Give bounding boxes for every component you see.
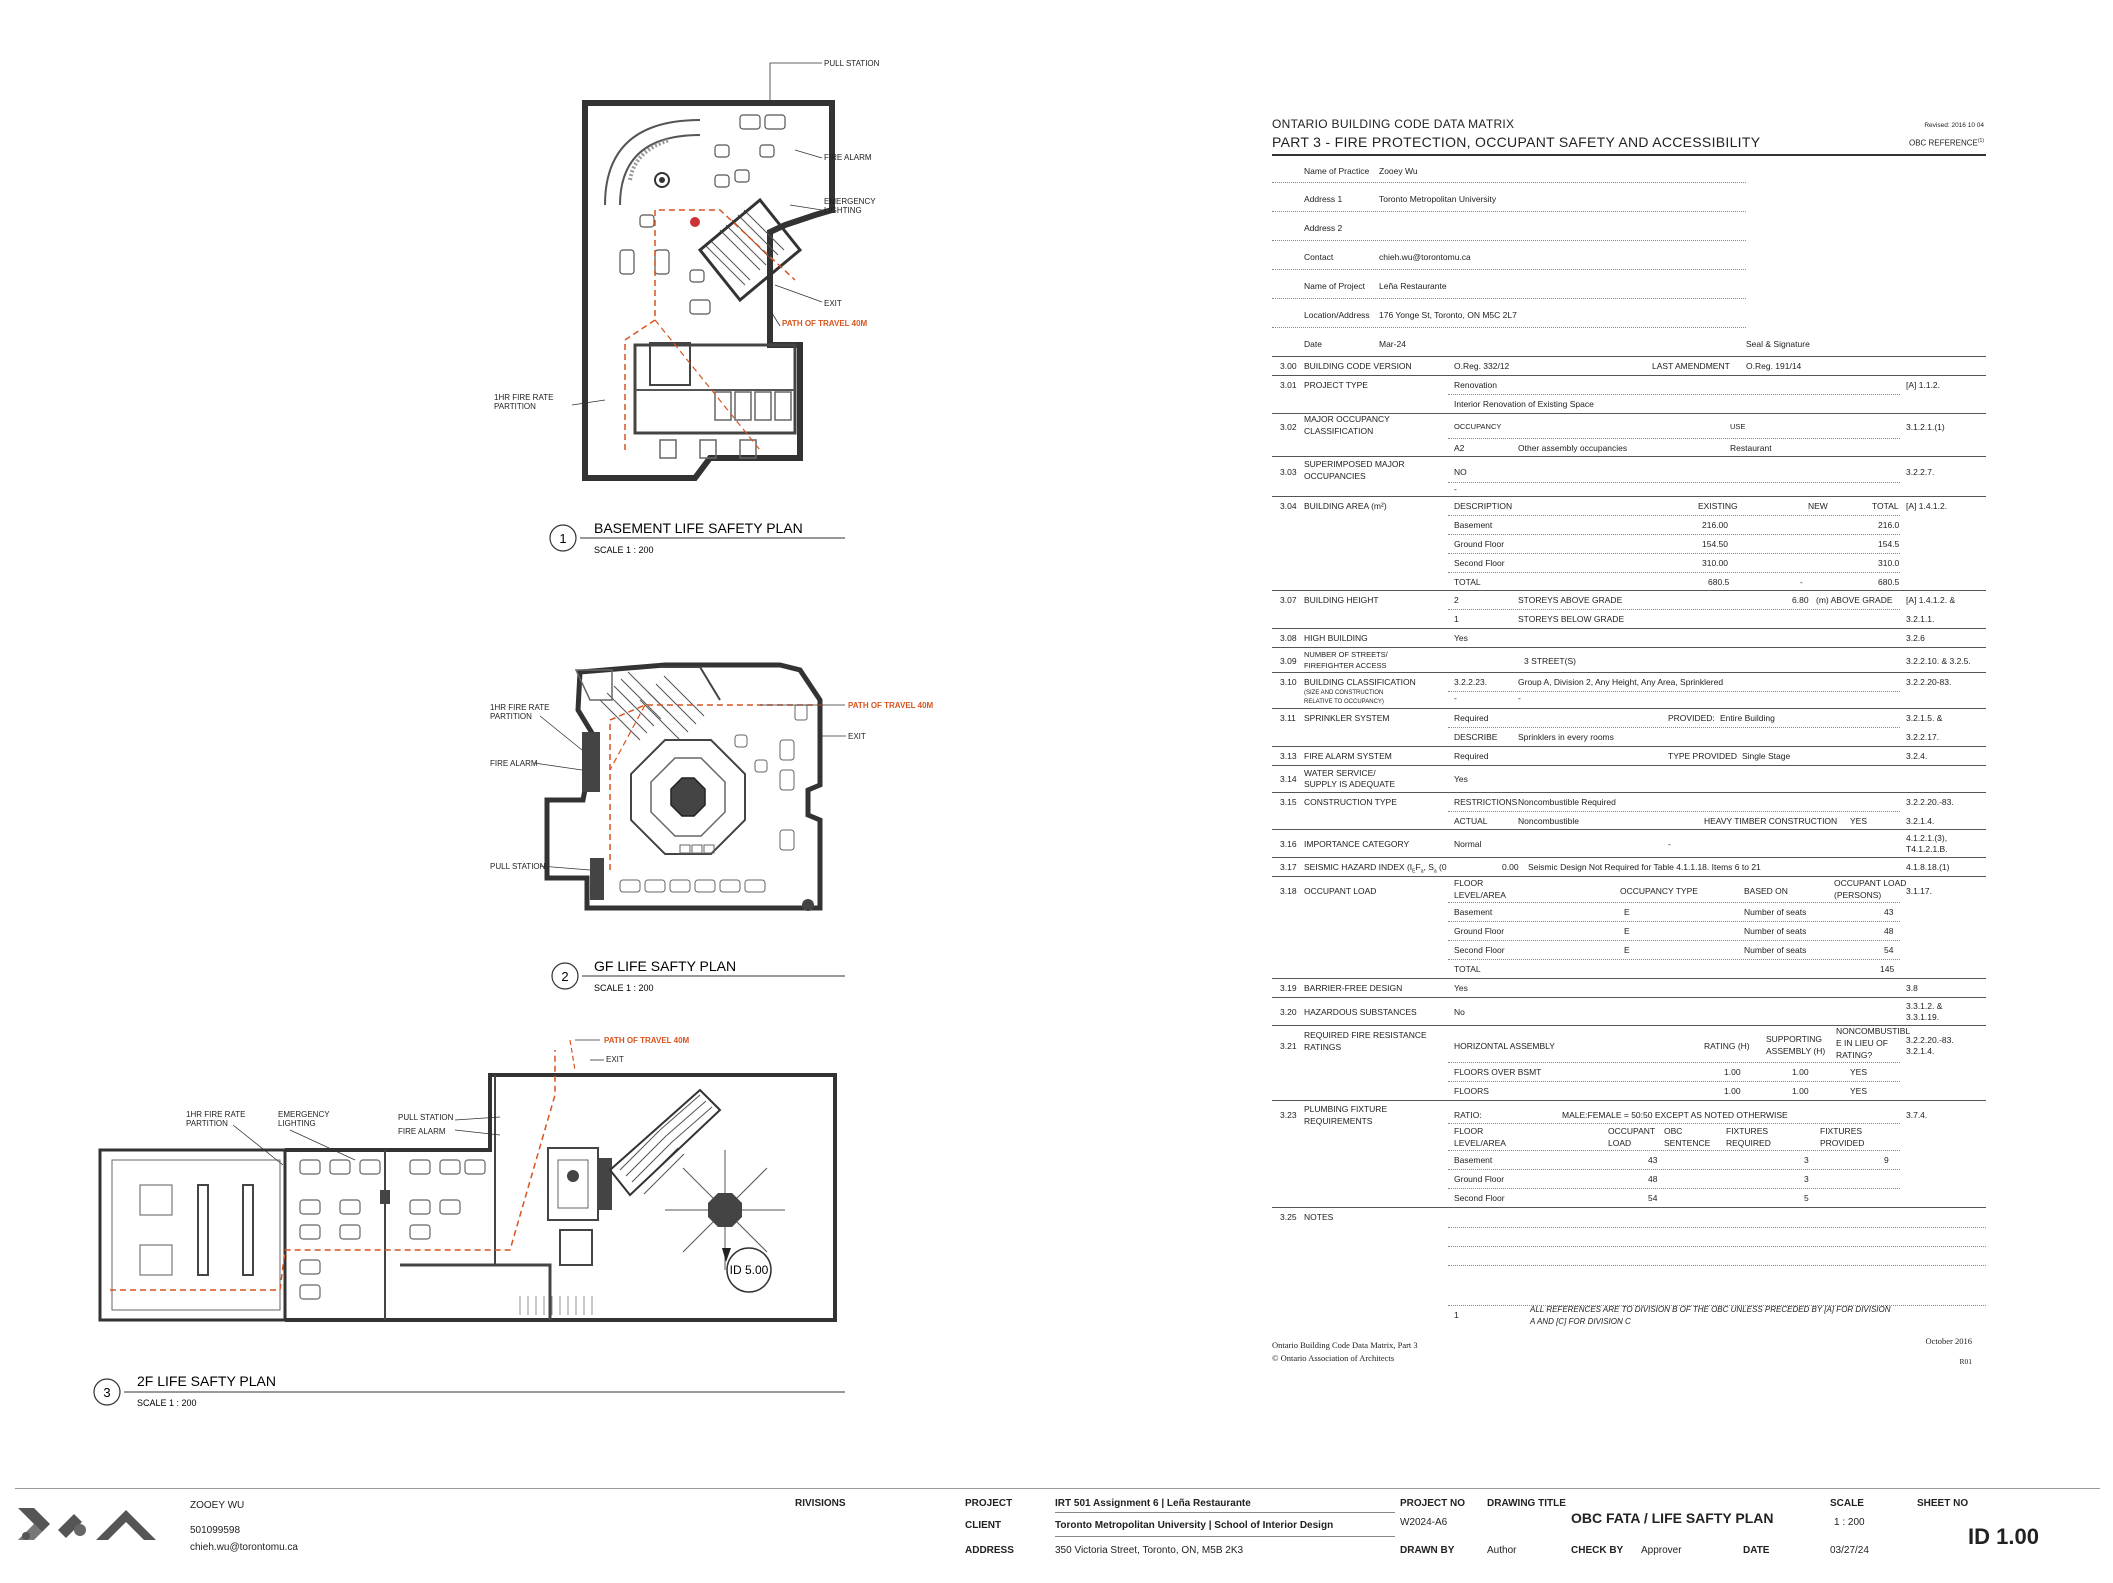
row-num: 3.17 (1280, 862, 1297, 872)
contact-value: chieh.wu@torontomu.ca (1379, 252, 1471, 262)
row-label: SUPERIMPOSED MAJOR (1304, 459, 1405, 469)
gf-partition-label: 1HR FIRE RATE (490, 703, 550, 712)
f2-fire-alarm-label: FIRE ALARM (398, 1127, 446, 1136)
row-num: 3.04 (1280, 501, 1297, 511)
address1-value: Toronto Metropolitan University (1379, 194, 1497, 204)
row-ref: 4.1.8.18.(1) (1906, 862, 1950, 872)
gf-plan (490, 665, 934, 993)
cell: Basement (1454, 907, 1493, 917)
row-num: 3.09 (1280, 656, 1297, 666)
row-ref: 3.8 (1906, 983, 1918, 993)
row-ref: 3.2.1.1. (1906, 614, 1935, 624)
row-value: STOREYS ABOVE GRADE (1518, 595, 1623, 605)
row-ref: T4.1.2.1.B. (1906, 844, 1948, 854)
row-label: IMPORTANCE CATEGORY (1304, 839, 1410, 849)
revisions-label: RIVISIONS (795, 1498, 846, 1509)
gf-path-label: PATH OF TRAVEL 40M (848, 701, 934, 710)
row-label: HEAVY TIMBER CONSTRUCTION (1704, 816, 1838, 826)
basement-partition-label-2: PARTITION (494, 402, 536, 411)
row-value: - (1668, 839, 1671, 849)
row-ref: [A] 1.4.1.2. (1906, 501, 1948, 511)
row-label: NOTES (1304, 1212, 1334, 1222)
row-value: YES (1850, 816, 1868, 826)
row-num: 3.01 (1280, 380, 1297, 390)
f2-emergency-label-2: LIGHTING (278, 1119, 316, 1128)
row-value: Required (1454, 751, 1489, 761)
row-ref: 3.2.1.5. & (1906, 713, 1943, 723)
f2-exit-label: EXIT (606, 1055, 624, 1064)
date-label: Date (1304, 339, 1322, 349)
row-value: Required (1454, 713, 1489, 723)
row-num: 3.20 (1280, 1007, 1297, 1017)
row-label: PROVIDED: (1668, 713, 1715, 723)
row-value: MALE:FEMALE = 50:50 EXCEPT AS NOTED OTHERWISE (1562, 1110, 1788, 1120)
student-number: 501099598 (190, 1525, 241, 1536)
row-value: 3 STREET(S) (1524, 656, 1576, 666)
basement-emergency-label-2: LIGHTING (824, 206, 862, 215)
row-value: - (1454, 484, 1457, 494)
row-num: 3.10 (1280, 677, 1297, 687)
row-label: PLUMBING FIXTURE (1304, 1104, 1388, 1114)
row-ref: 3.2.2.20.-83. (1906, 797, 1954, 807)
check-by-value: Approver (1641, 1545, 1682, 1556)
col-header: SUPPORTING (1766, 1034, 1823, 1044)
cell: 680.5 (1708, 577, 1730, 587)
row-value: Group A, Division 2, Any Height, Any Area, Sprinklered (1518, 677, 1724, 687)
client-value: Toronto Metropolitan University | School of Interior Design (1055, 1520, 1334, 1531)
row-label: OCCUPANCIES (1304, 471, 1366, 481)
basement-fire-alarm-label: FIRE ALARM (824, 153, 872, 162)
cell: 48 (1648, 1174, 1658, 1184)
cell: 1.00 (1792, 1086, 1809, 1096)
cell: 43 (1648, 1155, 1658, 1165)
project-name-label: Name of Project (1304, 281, 1365, 291)
col-header: FLOOR (1454, 878, 1484, 888)
basement-plan (494, 59, 880, 555)
row-num: 3.02 (1280, 422, 1297, 432)
row-value: NO (1454, 467, 1467, 477)
row-num: 3.15 (1280, 797, 1297, 807)
col-header: HORIZONTAL ASSEMBLY (1454, 1041, 1555, 1051)
gf-pull-station-label: PULL STATION (490, 862, 546, 871)
cell: Second Floor (1454, 1193, 1505, 1203)
f2-path-label: PATH OF TRAVEL 40M (604, 1036, 690, 1045)
col-header: LEVEL/AREA (1454, 1138, 1506, 1148)
basement-emergency-label: EMERGENCY (824, 197, 876, 206)
row-ref: 4.1.2.1.(3), (1906, 833, 1948, 843)
row-label: ACTUAL (1454, 816, 1488, 826)
gf-partition-label-2: PARTITION (490, 712, 532, 721)
cell: 54 (1884, 945, 1894, 955)
row-value: Noncombustible (1518, 816, 1579, 826)
designer-email: chieh.wu@torontomu.ca (190, 1542, 298, 1553)
row-value: Seismic Design Not Required for Table 4.1.1.18. Items 6 to 21 (1528, 862, 1761, 872)
row-value: O.Reg. 332/12 (1454, 361, 1510, 371)
row-label: BUILDING CODE VERSION (1304, 361, 1412, 371)
cell: 154.5 (1878, 539, 1900, 549)
row-ref: 3.1.17. (1906, 886, 1932, 896)
row-label: SUPPLY IS ADEQUATE (1304, 779, 1396, 789)
row-value: Sprinklers in every rooms (1518, 732, 1614, 742)
col-header: SENTENCE (1664, 1138, 1711, 1148)
basement-path-label: PATH OF TRAVEL 40M (782, 319, 868, 328)
row-value: STOREYS BELOW GRADE (1518, 614, 1625, 624)
row-ref: 3.2.2.7. (1906, 467, 1935, 477)
row-num: 3.00 (1280, 361, 1297, 371)
row-value: Interior Renovation of Existing Space (1454, 399, 1594, 409)
address-label: ADDRESS (965, 1545, 1014, 1556)
col-header: E IN LIEU OF (1836, 1038, 1888, 1048)
row-value: 2 (1454, 595, 1459, 605)
row-label: BUILDING CLASSIFICATION (1304, 677, 1416, 687)
row-label: HIGH BUILDING (1304, 633, 1368, 643)
cell: Second Floor (1454, 558, 1505, 568)
drawn-by-label: DRAWN BY (1400, 1545, 1455, 1556)
basement-exit-label: EXIT (824, 299, 842, 308)
row-value: Renovation (1454, 380, 1498, 390)
row-num: 3.21 (1280, 1041, 1297, 1051)
row-value: Yes (1454, 633, 1468, 643)
scale-value: 1 : 200 (1834, 1517, 1865, 1528)
project-label: PROJECT (965, 1498, 1013, 1509)
note-text: A AND [C] FOR DIVISION C (1530, 1317, 1631, 1326)
cell: FLOORS (1454, 1086, 1489, 1096)
col-header: RATING? (1836, 1050, 1873, 1060)
row-num: 3.13 (1280, 751, 1297, 761)
col-header: FIXTURES (1820, 1126, 1863, 1136)
row-ref: 3.2.2.20.-83. (1906, 1035, 1954, 1045)
col-header: OCCUPANCY TYPE (1620, 886, 1698, 896)
row-value: 1 (1454, 614, 1459, 624)
row-label: RATIO: (1454, 1110, 1482, 1120)
project-no-value: W2024-A6 (1400, 1517, 1448, 1528)
cell: Basement (1454, 520, 1493, 530)
row-ref: 3.2.1.4. (1906, 1046, 1935, 1056)
row-ref: 3.2.2.10. & 3.2.5. (1906, 656, 1971, 666)
col-header: LEVEL/AREA (1454, 890, 1506, 900)
col-header: FLOOR (1454, 1126, 1484, 1136)
row-value: Yes (1454, 774, 1468, 784)
row-num: 3.25 (1280, 1212, 1297, 1222)
row-value: Restaurant (1730, 443, 1772, 453)
row-label: FIRE ALARM SYSTEM (1304, 751, 1392, 761)
row-ref: 3.2.4. (1906, 751, 1928, 761)
row-label: SEISMIC HAZARD INDEX ($I_EF_a$, $S_a$ (0 (1304, 862, 1447, 875)
col-header: USE (1730, 422, 1746, 431)
cell: Number of seats (1744, 945, 1807, 955)
date-label: DATE (1743, 1545, 1770, 1556)
check-by-label: CHECK BY (1571, 1545, 1624, 1556)
row-value: Yes (1454, 983, 1468, 993)
row-value: 3.2.2.23. (1454, 677, 1488, 687)
cell: 1.00 (1792, 1067, 1809, 1077)
row-value: - (1454, 693, 1457, 703)
designer-name: ZOOEY WU (190, 1500, 245, 1511)
address2-label: Address 2 (1304, 223, 1343, 233)
row-value: - (1518, 693, 1521, 703)
col-header: OCCUPANCY (1454, 422, 1502, 431)
col-header: OCCUPANT (1608, 1126, 1656, 1136)
row-label: BUILDING AREA (m²) (1304, 501, 1387, 511)
address1-label: Address 1 (1304, 194, 1343, 204)
f2-id-tag: ID 5.00 (729, 1263, 769, 1277)
row-label: HAZARDOUS SUBSTANCES (1304, 1007, 1417, 1017)
cell: 3 (1804, 1174, 1809, 1184)
title-block (0, 1488, 2113, 1583)
col-header: PROVIDED (1820, 1138, 1865, 1148)
row-value: 6.80 (1792, 595, 1809, 605)
row-label: RESTRICTIONS (1454, 797, 1518, 807)
cell: 5 (1804, 1193, 1809, 1203)
row-num: 3.16 (1280, 839, 1297, 849)
gf-plan-scale: SCALE 1 : 200 (594, 983, 654, 993)
gf-exit-label: EXIT (848, 732, 866, 741)
matrix-footer-copyright: © Ontario Association of Architects (1272, 1353, 1395, 1363)
project-name-value: Leña Restaurante (1379, 281, 1447, 291)
row-ref: 3.3.1.2. & (1906, 1001, 1943, 1011)
note-text: ALL REFERENCES ARE TO DIVISION B OF THE OBC UNLESS PRECEDED BY [A] FOR DIVISION (1530, 1305, 1891, 1314)
f2-plan-title: 2F LIFE SAFTY PLAN (137, 1373, 277, 1389)
col-header: LOAD (1608, 1138, 1632, 1148)
col-header: NEW (1808, 501, 1828, 511)
col-header: OCCUPANT LOAD (1834, 878, 1907, 888)
note-num: 1 (1454, 1310, 1459, 1320)
row-value: Other assembly occupancies (1518, 443, 1628, 453)
col-header: RATING (H) (1704, 1041, 1750, 1051)
gf-fire-alarm-label: FIRE ALARM (490, 759, 538, 768)
basement-plan-title: BASEMENT LIFE SAFETY PLAN (594, 520, 803, 536)
col-header: (PERSONS) (1834, 890, 1882, 900)
client-label: CLIENT (965, 1520, 1002, 1531)
cell: 43 (1884, 907, 1894, 917)
row-num: 3.11 (1280, 713, 1296, 723)
cell: 54 (1648, 1193, 1658, 1203)
f2-partition-label: 1HR FIRE RATE (186, 1110, 246, 1119)
matrix-title: ONTARIO BUILDING CODE DATA MATRIX (1272, 117, 1515, 131)
row-num: 3.08 (1280, 633, 1297, 643)
cell: 154.50 (1702, 539, 1728, 549)
drawn-by-value: Author (1487, 1545, 1517, 1556)
cell: Second Floor (1454, 945, 1505, 955)
cell: 680.5 (1878, 577, 1900, 587)
row-value: O.Reg. 191/14 (1746, 361, 1802, 371)
row-num: 3.23 (1280, 1110, 1297, 1120)
cell: Ground Floor (1454, 926, 1505, 936)
matrix-footer-date: October 2016 (1925, 1336, 1972, 1346)
cell: 9 (1884, 1155, 1889, 1165)
practice-value: Zooey Wu (1379, 166, 1418, 176)
row-ref: 3.2.2.20-83. (1906, 677, 1952, 687)
sheet-no-label: SHEET NO (1917, 1498, 1969, 1509)
row-num: 3.14 (1280, 774, 1297, 784)
cell: 1.00 (1724, 1067, 1741, 1077)
cell: YES (1850, 1086, 1868, 1096)
f2-plan (94, 1036, 845, 1408)
row-num: 3.18 (1280, 886, 1297, 896)
col-header: REQUIRED (1726, 1138, 1771, 1148)
col-header: NONCOMBUSTIBL (1836, 1026, 1911, 1036)
row-label: WATER SERVICE/ (1304, 768, 1376, 778)
seal-label: Seal & Signature (1746, 339, 1810, 349)
drawing-title-label: DRAWING TITLE (1487, 1498, 1566, 1509)
row-label: RATINGS (1304, 1042, 1342, 1052)
practice-label: Name of Practice (1304, 166, 1370, 176)
row-ref: 3.2.6 (1906, 633, 1925, 643)
row-value: (m) ABOVE GRADE (1816, 595, 1893, 605)
location-value: 176 Yonge St, Toronto, ON M5C 2L7 (1379, 310, 1517, 320)
cell: Ground Floor (1454, 1174, 1505, 1184)
row-value: Entire Building (1720, 713, 1775, 723)
logo-icon (16, 1500, 166, 1550)
f2-emergency-label: EMERGENCY (278, 1110, 330, 1119)
cell: Ground Floor (1454, 539, 1505, 549)
row-ref: 3.7.4. (1906, 1110, 1928, 1120)
f2-partition-label-2: PARTITION (186, 1119, 228, 1128)
row-label: PROJECT TYPE (1304, 380, 1368, 390)
row-num: 3.19 (1280, 983, 1297, 993)
row-value: Noncombustible Required (1518, 797, 1616, 807)
row-label: CONSTRUCTION TYPE (1304, 797, 1397, 807)
matrix-footer-rev: R01 (1959, 1357, 1972, 1366)
row-label: MAJOR OCCUPANCY (1304, 414, 1390, 424)
cell: FLOORS OVER BSMT (1454, 1067, 1542, 1077)
row-label: NUMBER OF STREETS/ (1304, 650, 1388, 659)
row-label: (SIZE AND CONSTRUCTION (1304, 690, 1384, 696)
date-value: Mar-24 (1379, 339, 1406, 349)
matrix-subtitle: PART 3 - FIRE PROTECTION, OCCUPANT SAFETY AND ACCESSIBILITY (1272, 134, 1761, 150)
cell: 310.00 (1702, 558, 1728, 568)
cell: E (1624, 926, 1630, 936)
gf-plan-number: 2 (561, 969, 569, 984)
cell: - (1800, 577, 1803, 587)
basement-pull-station-label: PULL STATION (824, 59, 880, 68)
row-label: FIREFIGHTER ACCESS (1304, 661, 1387, 670)
row-value: Single Stage (1742, 751, 1791, 761)
cell: 216.00 (1702, 520, 1728, 530)
col-header: FIXTURES (1726, 1126, 1769, 1136)
location-label: Location/Address (1304, 310, 1370, 320)
cell: Basement (1454, 1155, 1493, 1165)
row-ref: [A] 1.4.1.2. & (1906, 595, 1956, 605)
cell: 145 (1880, 964, 1895, 974)
f2-pull-station-label: PULL STATION (398, 1113, 454, 1122)
row-ref: 3.1.2.1.(1) (1906, 422, 1945, 432)
row-label: CLASSIFICATION (1304, 426, 1374, 436)
cell: 216.0 (1878, 520, 1900, 530)
matrix-obc-reference: OBC REFERENCE$^{(1)}$ (1908, 138, 1984, 148)
row-label: REQUIRED FIRE RESISTANCE (1304, 1030, 1427, 1040)
row-ref: 3.3.1.19. (1906, 1012, 1940, 1022)
cell: 1.00 (1724, 1086, 1741, 1096)
project-no-label: PROJECT NO (1400, 1498, 1466, 1509)
cell: YES (1850, 1067, 1868, 1077)
row-value: 0.00 (1502, 862, 1519, 872)
row-label: OCCUPANT LOAD (1304, 886, 1377, 896)
row-ref: 3.2.2.17. (1906, 732, 1940, 742)
row-label: TYPE PROVIDED (1668, 751, 1737, 761)
cell: TOTAL (1454, 577, 1481, 587)
date-value: 03/27/24 (1830, 1545, 1869, 1556)
cell: Number of seats (1744, 907, 1807, 917)
col-header: EXISTING (1698, 501, 1738, 511)
basement-partition-label: 1HR FIRE RATE (494, 393, 554, 402)
cell: E (1624, 907, 1630, 917)
row-value: DESCRIBE (1454, 732, 1498, 742)
row-label: BARRIER-FREE DESIGN (1304, 983, 1403, 993)
row-value: No (1454, 1007, 1465, 1017)
col-header: DESCRIPTION (1454, 501, 1513, 511)
row-label: RELATIVE TO OCCUPANCY) (1304, 699, 1384, 705)
cell: TOTAL (1454, 964, 1481, 974)
col-header: ASSEMBLY (H) (1766, 1046, 1826, 1056)
row-label: REQUIREMENTS (1304, 1116, 1373, 1126)
row-value: Normal (1454, 839, 1482, 849)
row-label: BUILDING HEIGHT (1304, 595, 1379, 605)
f2-plan-number: 3 (103, 1385, 111, 1400)
contact-label: Contact (1304, 252, 1334, 262)
address-value: 350 Victoria Street, Toronto, ON, M5B 2K3 (1055, 1545, 1244, 1556)
drawing-title-value: OBC FATA / LIFE SAFTY PLAN (1571, 1510, 1774, 1526)
gf-plan-title: GF LIFE SAFTY PLAN (594, 958, 737, 974)
f2-plan-scale: SCALE 1 : 200 (137, 1398, 197, 1408)
cell: 3 (1804, 1155, 1809, 1165)
basement-plan-scale: SCALE 1 : 200 (594, 545, 654, 555)
project-value: IRT 501 Assignment 6 | Leña Restaurante (1055, 1498, 1251, 1509)
row-value: A2 (1454, 443, 1465, 453)
matrix-footer-left: Ontario Building Code Data Matrix, Part 3 (1272, 1340, 1418, 1350)
col-header: TOTAL (1872, 501, 1899, 511)
sheet-no-value: ID 1.00 (1968, 1524, 2039, 1549)
basement-plan-number: 1 (559, 531, 567, 546)
obc-data-matrix (1272, 112, 1986, 1387)
row-ref: [A] 1.1.2. (1906, 380, 1941, 390)
col-header: BASED ON (1744, 886, 1788, 896)
row-num: 3.03 (1280, 467, 1297, 477)
cell: Number of seats (1744, 926, 1807, 936)
row-ref: 3.2.1.4. (1906, 816, 1935, 826)
cell: 310.0 (1878, 558, 1900, 568)
row-label: LAST AMENDMENT (1652, 361, 1730, 371)
cell: 48 (1884, 926, 1894, 936)
row-num: 3.07 (1280, 595, 1297, 605)
row-label: SPRINKLER SYSTEM (1304, 713, 1390, 723)
matrix-revised: Revised: 2016 10 04 (1924, 122, 1984, 129)
col-header: OBC (1664, 1126, 1683, 1136)
scale-label: SCALE (1830, 1498, 1864, 1509)
cell: E (1624, 945, 1630, 955)
